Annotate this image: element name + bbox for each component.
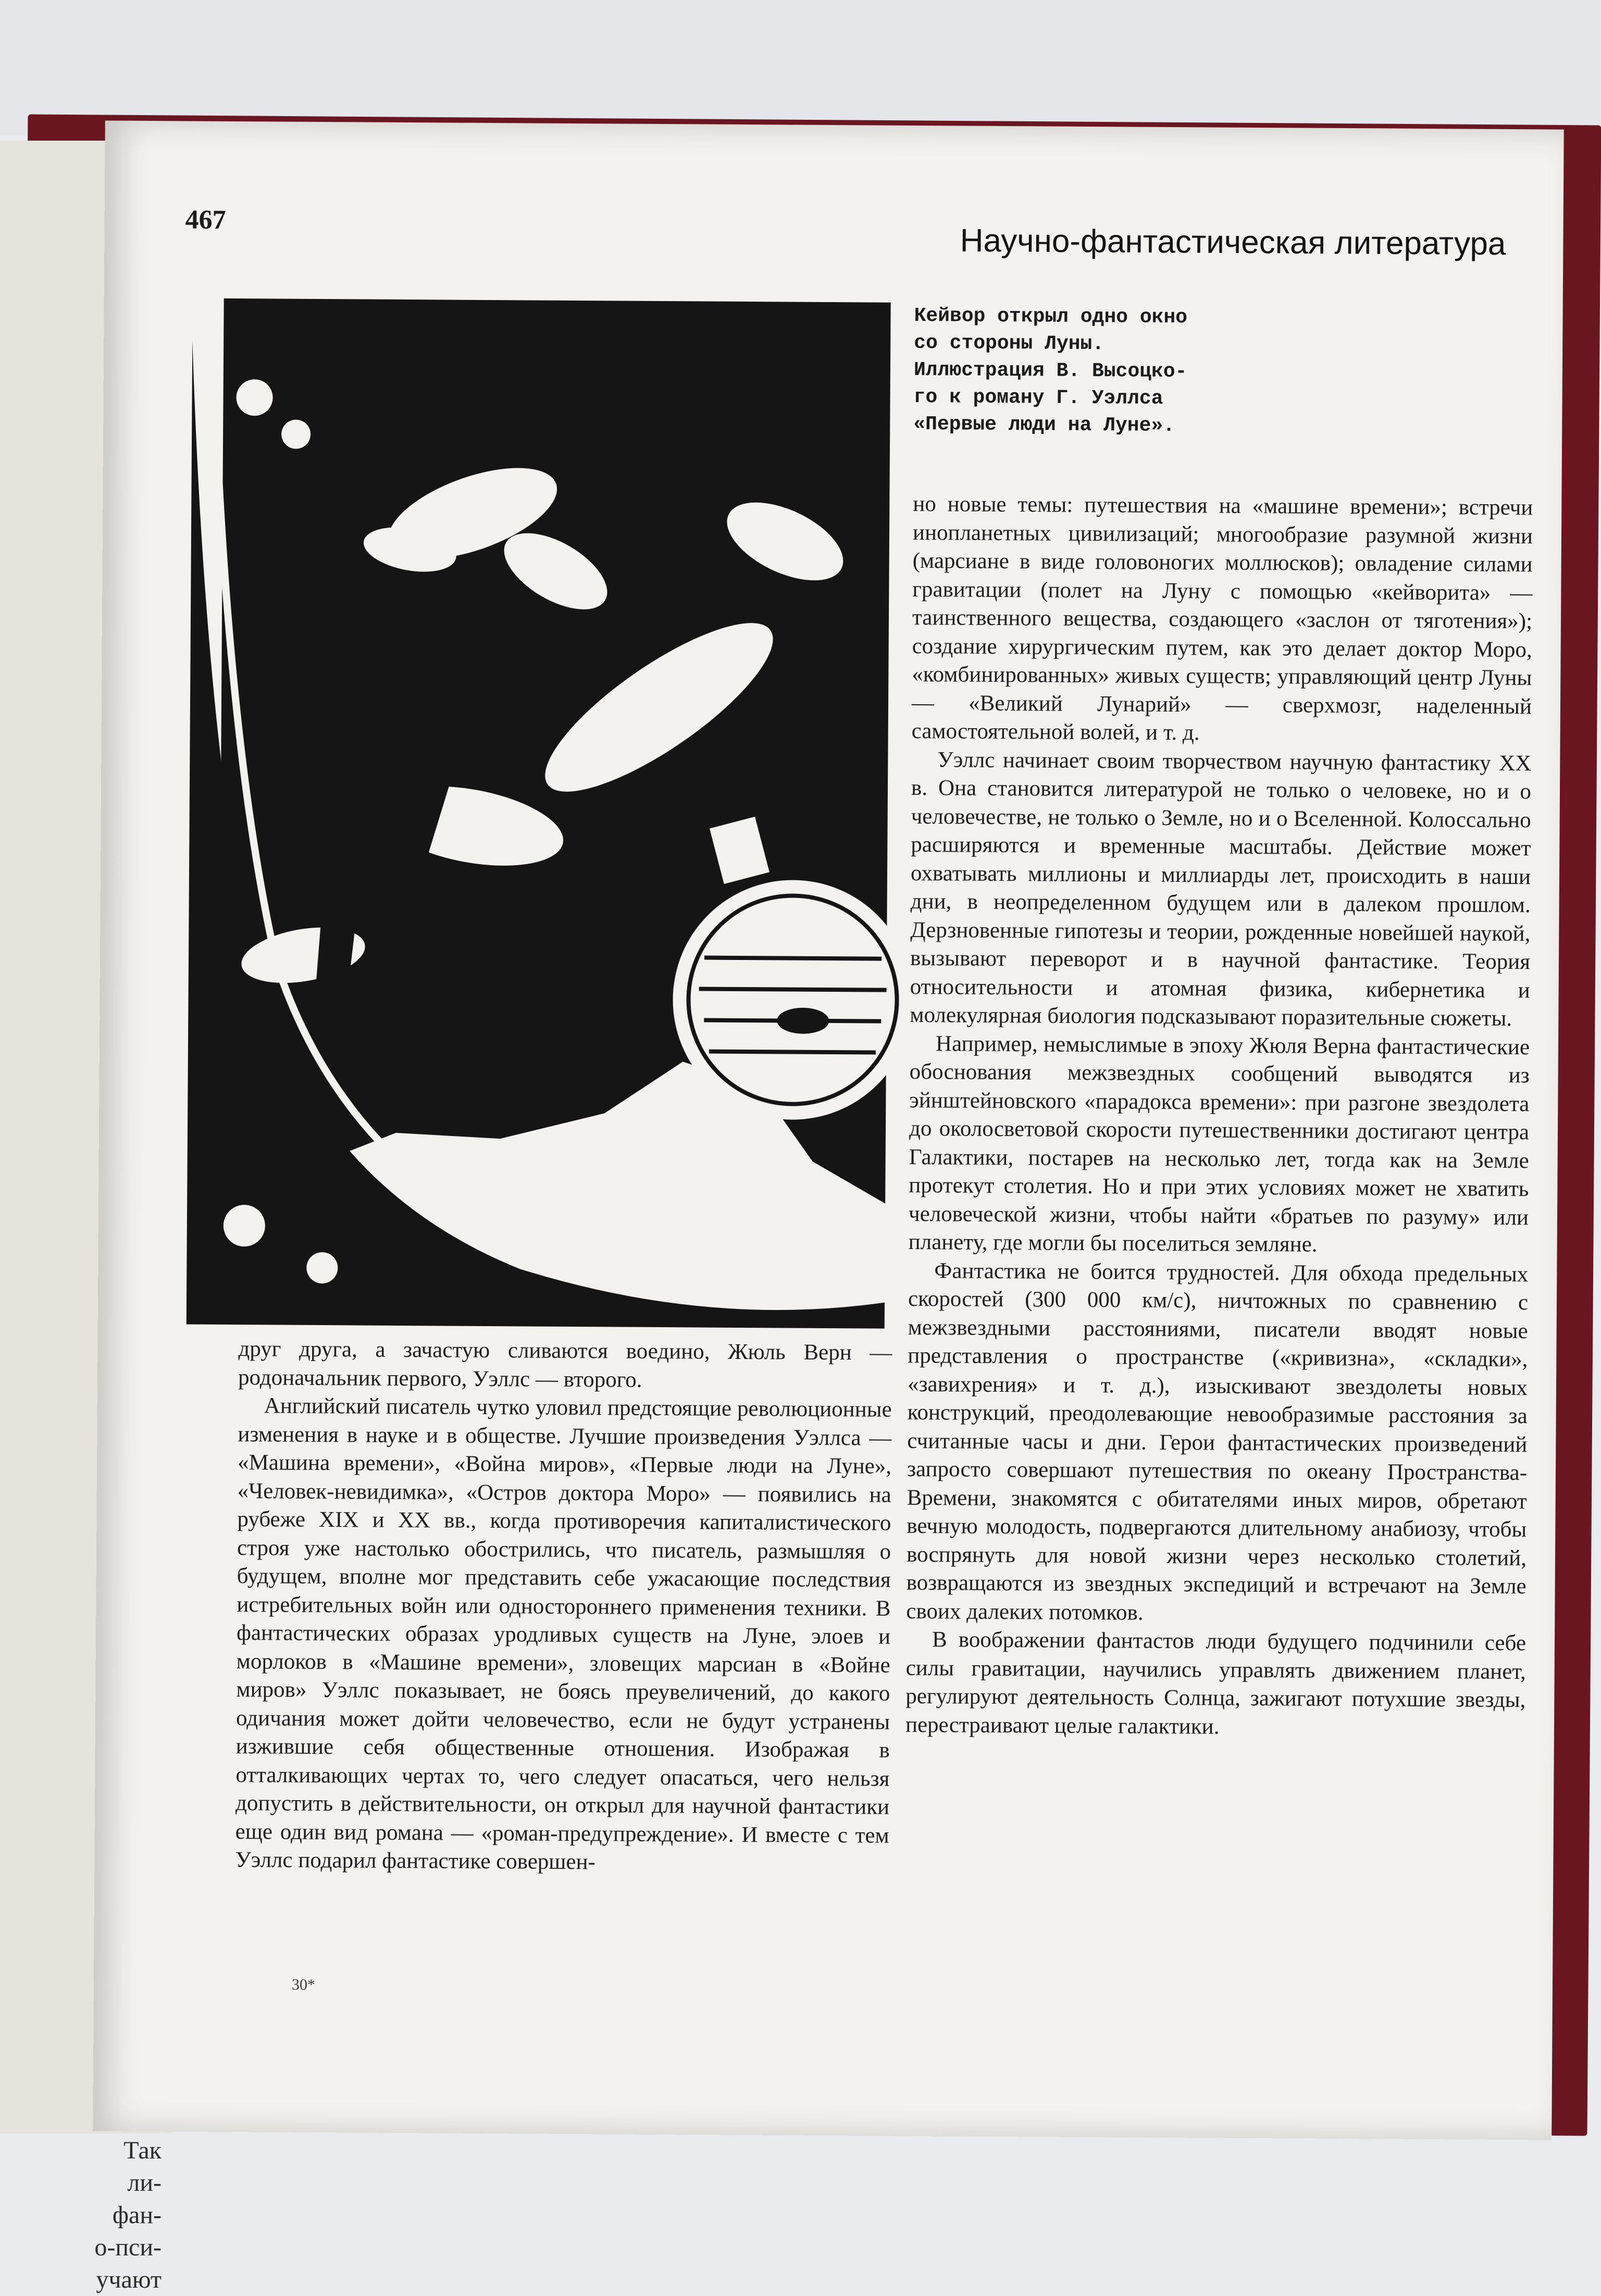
page-title: Научно-фантастическая литература (960, 222, 1506, 262)
page-number: 467 (185, 205, 226, 235)
right-text-column (905, 490, 1533, 1743)
book-page (93, 120, 1564, 2140)
paragraph: друг друга, а зачастую сливаются воедино, Жюль Верн — родоначальник первого, Уэллс — второго. (238, 1337, 892, 1392)
paragraph: но новые темы: путешествия на «машине времени»; встречи инопланетных цивилизаций; многообразие разумной жизни (марсиане в виде головоногих моллюсков); овладение силами гравитации (полет на Луну с помощью «кейворита» — таинственного вещества, создающего «заслон от тяготения»); создание хирургическим путем, как это делает доктор Моро, «комбинированных» живых существ; управляющий центр Луны — «Великий Лунарий» — сверхмозг, наделенный самостоятельной волей, и т. д. (911, 491, 1533, 745)
caption-line: со стороны Луны. (914, 331, 1104, 356)
caption-line: Кейвор открыл одно окно (914, 304, 1188, 329)
printer-signature: 30* (291, 1976, 316, 1994)
paragraph: Уэллс начинает своим творчеством научную фантастику XX в. Она становится литературой не только о человеке, но и о человечестве, не только о Земле, но и о Вселенной. Колоссально расширяются и временные масштабы. Действие может охватывать миллионы и миллиарды лет, происходить в наши дни, в неопределенном будущем или в далеком прошлом. Дерзновенные гипотезы и теории, рожденные новейшей наукой, вызывают переворот и в научной фантастике. Теория относительности и атомная физика, кибернетика и молекулярная биология подсказывают поразительные сюжеты. (910, 747, 1532, 1031)
illustration (187, 278, 891, 1329)
caption-line: го к роману Г. Уэллса (913, 385, 1163, 410)
background-wall (0, 0, 1600, 135)
caption-line: «Первые люди на Луне». (913, 413, 1175, 438)
paragraph: Английский писатель чутко уловил предстоящие революционные изменения в науке и в обществе. Лучшие произведения Уэллса — «Машина времени», «Война миров», «Первые люди на Луне», «Человек-невидимка», «Остров доктора Моро» — появились на рубеже XIX и XX вв., когда противоречия капиталистического строя уже настолько обострились, что писатель, размышляя о будущем, вполне мог представить себе ужасающие последствия истребительных войн или одностороннего применения техники. В фантастических образах уродливых существ на Луне, элоев и морлоков в «Машине времени», зловещих марсиан в «Войне миров» Уэллс показывает, не боясь преувеличений, до какого одичания может дойти человечество, если не будут устранены изжившие себя общественные отношения. Изображая в отталкивающих чертах то, чего следует опасаться, чего нельзя допустить в действительности, он открыл для научной фантастики еще один вид романа — «роман-предупреждение». И вместе с тем Уэллс подарил фантастике совершен- (235, 1393, 892, 1875)
paragraph: В воображении фантастов люди будущего подчинили себе силы гравитации, научились управлять движением планет, регулируют деятельность Солнца, зажигают потухшие звезды, перестраивают целые галактики. (905, 1627, 1526, 1739)
paragraph: Например, немыслимые в эпоху Жюля Верна фантастические обоснования межзвездных сообщений выводятся из эйнштейновского «парадокса времени»: при разгоне звездолета до околосветовой скорости путешественники достигают центра Галактики, постарев на несколько лет, тогда как на Земле протекут столетия. Но и при этих условиях может не хватить человеческой жизни, чтобы найти «братьев по разуму» или планету, где могли бы поселиться земляне. (908, 1031, 1530, 1257)
left-text-column (235, 1335, 892, 1878)
caption-line: Иллюстрация В. Высоцко- (913, 358, 1187, 383)
illustration-caption (913, 303, 1237, 440)
left-page-text-fragment: Так ли- фан- о-пси- учают (94, 2137, 162, 2293)
paragraph: Фантастика не боится трудностей. Для обхода предельных скоростей (300 000 км/с), ничтожных по сравнению с межзвездными расстояниями, писатели вводят новые представления о пространстве («кривизна», «складки», «завихрения» и т. д.), изыскивают звездолеты новых конструкций, преодолевающие невообразимые расстояния за считанные часы и дни. Герои фантастических произведений запросто совершают путешествия по океану Пространства-Времени, знакомятся с обитателями иных миров, обретают вечную молодость, подвергаются длительному анабиозу, чтобы воспрянуть для новой жизни через несколько столетий, возвращаются из звездных экспедиций и встречают на Земле своих далеких потомков. (906, 1258, 1529, 1625)
